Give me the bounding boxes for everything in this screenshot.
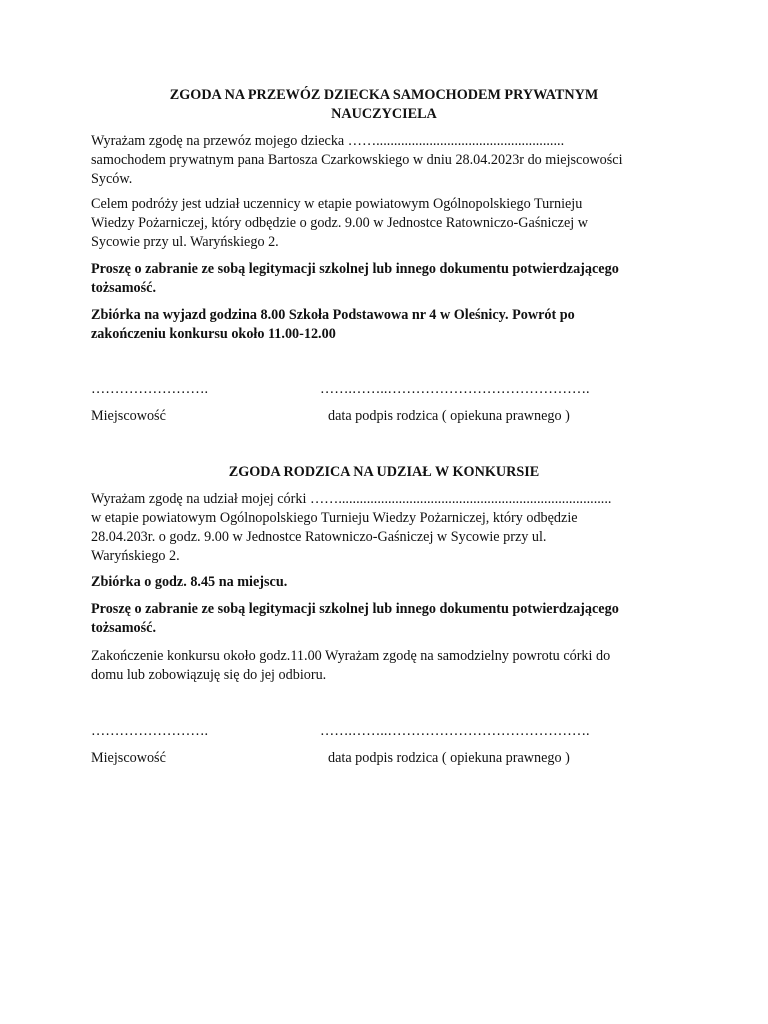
section2-place-dots: ……………………. [91, 723, 209, 739]
paragraph-line: Proszę o zabranie ze sobą legitymacji szkolnej lub innego dokumentu potwierdzającego [91, 261, 619, 277]
paragraph-line: zakończeniu konkursu około 11.00-12.00 [91, 326, 336, 342]
paragraph-line: Wiedzy Pożarniczej, który odbędzie o godz. 9.00 w Jednostce Ratowniczo-Gaśniczej w [91, 215, 589, 231]
section1-place-dots: ……………………. [91, 381, 209, 397]
section1-title-line: NAUCZYCIELA [331, 106, 437, 122]
section1-meeting-info [91, 306, 681, 344]
section1-id-request [91, 260, 681, 298]
paragraph-line: Sycowie przy ul. Waryńskiego 2. [91, 234, 279, 250]
paragraph-line: Waryńskiego 2. [91, 548, 180, 564]
section1-purpose-paragraph [91, 195, 681, 252]
section2-id-request [91, 600, 681, 638]
section2-meeting-info: Zbiórka o godz. 8.45 na miejscu. [91, 574, 288, 590]
section1-title-line: ZGODA NA PRZEWÓZ DZIECKA SAMOCHODEM PRYWATNYM [169, 87, 599, 103]
section1-sign-label: data podpis rodzica ( opiekuna prawnego ) [328, 408, 570, 424]
paragraph-line: Zbiórka na wyjazd godzina 8.00 Szkoła Podstawowa nr 4 w Oleśnicy. Powrót po [91, 307, 575, 323]
section1-place-label: Miejscowość [91, 408, 166, 424]
section1-title [91, 86, 677, 124]
paragraph-line: domu lub zobowiązuję się do jej odbioru. [91, 667, 327, 683]
paragraph-line: Zakończenie konkursu około godz.11.00 Wyrażam zgodę na samodzielny powrotu córki do [91, 648, 611, 664]
paragraph-line: 28.04.203r. o godz. 9.00 w Jednostce Ratowniczo-Gaśniczej w Sycowie przy ul. [91, 529, 547, 545]
section1-consent-paragraph [91, 132, 681, 189]
paragraph-line: w etapie powiatowym Ogólnopolskiego Turnieju Wiedzy Pożarniczej, który odbędzie [91, 510, 578, 526]
section2-end-paragraph [91, 647, 681, 685]
paragraph-line: Syców. [91, 171, 133, 187]
paragraph-line: samochodem prywatnym pana Bartosza Czarkowskiego w dniu 28.04.2023r do miejscowości [91, 152, 623, 168]
paragraph-line: tożsamość. [91, 280, 157, 296]
paragraph-line: Wyrażam zgodę na udział mojej córki ……............................................................................. [91, 491, 612, 507]
paragraph-line: Proszę o zabranie ze sobą legitymacji szkolnej lub innego dokumentu potwierdzającego [91, 601, 619, 617]
section2-consent-paragraph [91, 490, 681, 566]
section2-title: ZGODA RODZICA NA UDZIAŁ W KONKURSIE [228, 464, 540, 480]
paragraph-line: Wyrażam zgodę na przewóz mojego dziecka ……..................................................... [91, 133, 565, 149]
section1-sign-dots: …….……..……………………………………. [320, 381, 590, 397]
section2-sign-label: data podpis rodzica ( opiekuna prawnego ) [328, 750, 570, 766]
paragraph-line: Celem podróży jest udział uczennicy w etapie powiatowym Ogólnopolskiego Turnieju [91, 196, 583, 212]
section2-place-label: Miejscowość [91, 750, 166, 766]
paragraph-line: tożsamość. [91, 620, 157, 636]
section2-sign-dots: …….……..……………………………………. [320, 723, 590, 739]
